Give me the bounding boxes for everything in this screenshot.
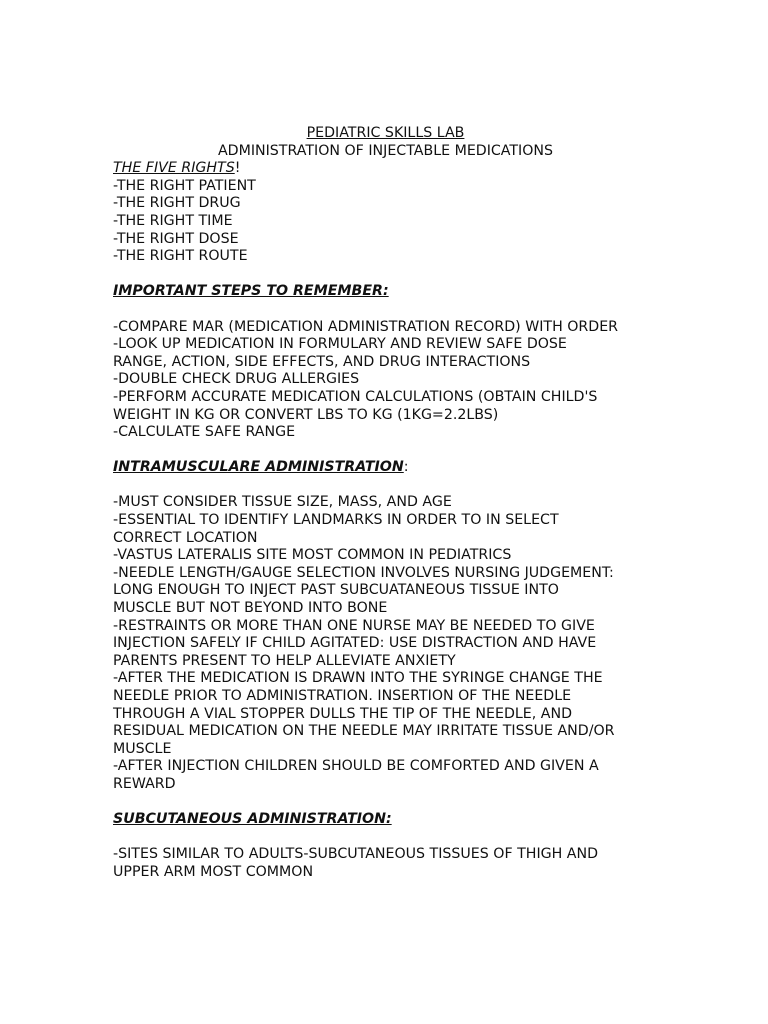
five-rights-item: -THE RIGHT TIME: [113, 212, 233, 229]
important-steps-line: WEIGHT IN KG OR CONVERT LBS TO KG (1KG=2.2LBS): [113, 406, 499, 423]
intramuscular-heading-suffix: :: [403, 459, 409, 476]
intramuscular-line: -ESSENTIAL TO IDENTIFY LANDMARKS IN ORDER TO IN SELECT: [113, 512, 559, 529]
spacer: [113, 266, 658, 284]
spacer: [113, 477, 658, 495]
document-subtitle: ADMINISTRATION OF INJECTABLE MEDICATIONS: [217, 142, 554, 159]
spacer: [113, 794, 658, 812]
intramuscular-line: -RESTRAINTS OR MORE THAN ONE NURSE MAY BE NEEDED TO GIVE: [113, 617, 595, 634]
intramuscular-line: CORRECT LOCATION: [113, 529, 258, 546]
spacer: [113, 301, 658, 319]
intramuscular-line: PARENTS PRESENT TO HELP ALLEVIATE ANXIETY: [113, 652, 456, 669]
document-page: [113, 125, 658, 882]
intramuscular-line: -NEEDLE LENGTH/GAUGE SELECTION INVOLVES NURSING JUDGEMENT:: [113, 564, 614, 581]
intramuscular-line: MUSCLE: [113, 740, 172, 757]
five-rights-item: -THE RIGHT PATIENT: [113, 177, 256, 194]
spacer: [113, 829, 658, 847]
intramuscular-line: THROUGH A VIAL STOPPER DULLS THE TIP OF THE NEEDLE, AND: [113, 705, 573, 722]
subcutaneous-line: -SITES SIMILAR TO ADULTS-SUBCUTANEOUS TISSUES OF THIGH AND: [113, 846, 599, 863]
five-rights-heading-text: THE FIVE RIGHTS: [113, 160, 235, 177]
five-rights-heading-suffix: !: [234, 160, 241, 177]
intramuscular-heading-text: INTRAMUSCULARE ADMINISTRATION: [113, 459, 404, 476]
spacer: [113, 442, 658, 460]
important-steps-heading: [113, 283, 658, 301]
intramuscular-line: INJECTION SAFELY IF CHILD AGITATED: USE DISTRACTION AND HAVE: [113, 635, 597, 652]
intramuscular-line: NEEDLE PRIOR TO ADMINISTRATION. INSERTION OF THE NEEDLE: [113, 688, 572, 704]
important-steps-line: RANGE, ACTION, SIDE EFFECTS, AND DRUG INTERACTIONS: [113, 353, 531, 370]
subcutaneous-line: UPPER ARM MOST COMMON: [113, 863, 314, 880]
intramuscular-line: MUSCLE BUT NOT BEYOND INTO BONE: [113, 600, 388, 617]
intramuscular-line: REWARD: [113, 775, 176, 792]
important-steps-line: -DOUBLE CHECK DRUG ALLERGIES: [113, 371, 360, 388]
intramuscular-line: -AFTER INJECTION CHILDREN SHOULD BE COMFORTED AND GIVEN A: [113, 758, 599, 775]
document-title: PEDIATRIC SKILLS LAB: [306, 125, 465, 141]
intramuscular-line: -MUST CONSIDER TISSUE SIZE, MASS, AND AGE: [113, 494, 452, 511]
subcutaneous-heading-text: SUBCUTANEOUS ADMINISTRATION:: [113, 811, 392, 828]
five-rights-item: -THE RIGHT ROUTE: [113, 248, 248, 265]
important-steps-heading-text: IMPORTANT STEPS TO REMEMBER:: [113, 283, 389, 300]
intramuscular-line: RESIDUAL MEDICATION ON THE NEEDLE MAY IRRITATE TISSUE AND/OR: [113, 723, 615, 740]
intramuscular-line: LONG ENOUGH TO INJECT PAST SUBCUATANEOUS TISSUE INTO: [113, 582, 559, 599]
five-rights-item: -THE RIGHT DRUG: [113, 195, 241, 212]
important-steps-line: -COMPARE MAR (MEDICATION ADMINISTRATION RECORD) WITH ORDER: [113, 318, 619, 335]
five-rights-heading: [113, 160, 658, 178]
five-rights-item: -THE RIGHT DOSE: [113, 230, 239, 247]
intramuscular-heading: [113, 459, 658, 477]
important-steps-line: -LOOK UP MEDICATION IN FORMULARY AND REVIEW SAFE DOSE: [113, 336, 567, 353]
intramuscular-line: -AFTER THE MEDICATION IS DRAWN INTO THE SYRINGE CHANGE THE: [113, 670, 603, 687]
important-steps-line: -PERFORM ACCURATE MEDICATION CALCULATIONS (OBTAIN CHILD'S: [113, 388, 598, 405]
subcutaneous-heading: [113, 811, 658, 829]
intramuscular-line: -VASTUS LATERALIS SITE MOST COMMON IN PEDIATRICS: [113, 547, 512, 564]
important-steps-line: -CALCULATE SAFE RANGE: [113, 424, 296, 441]
